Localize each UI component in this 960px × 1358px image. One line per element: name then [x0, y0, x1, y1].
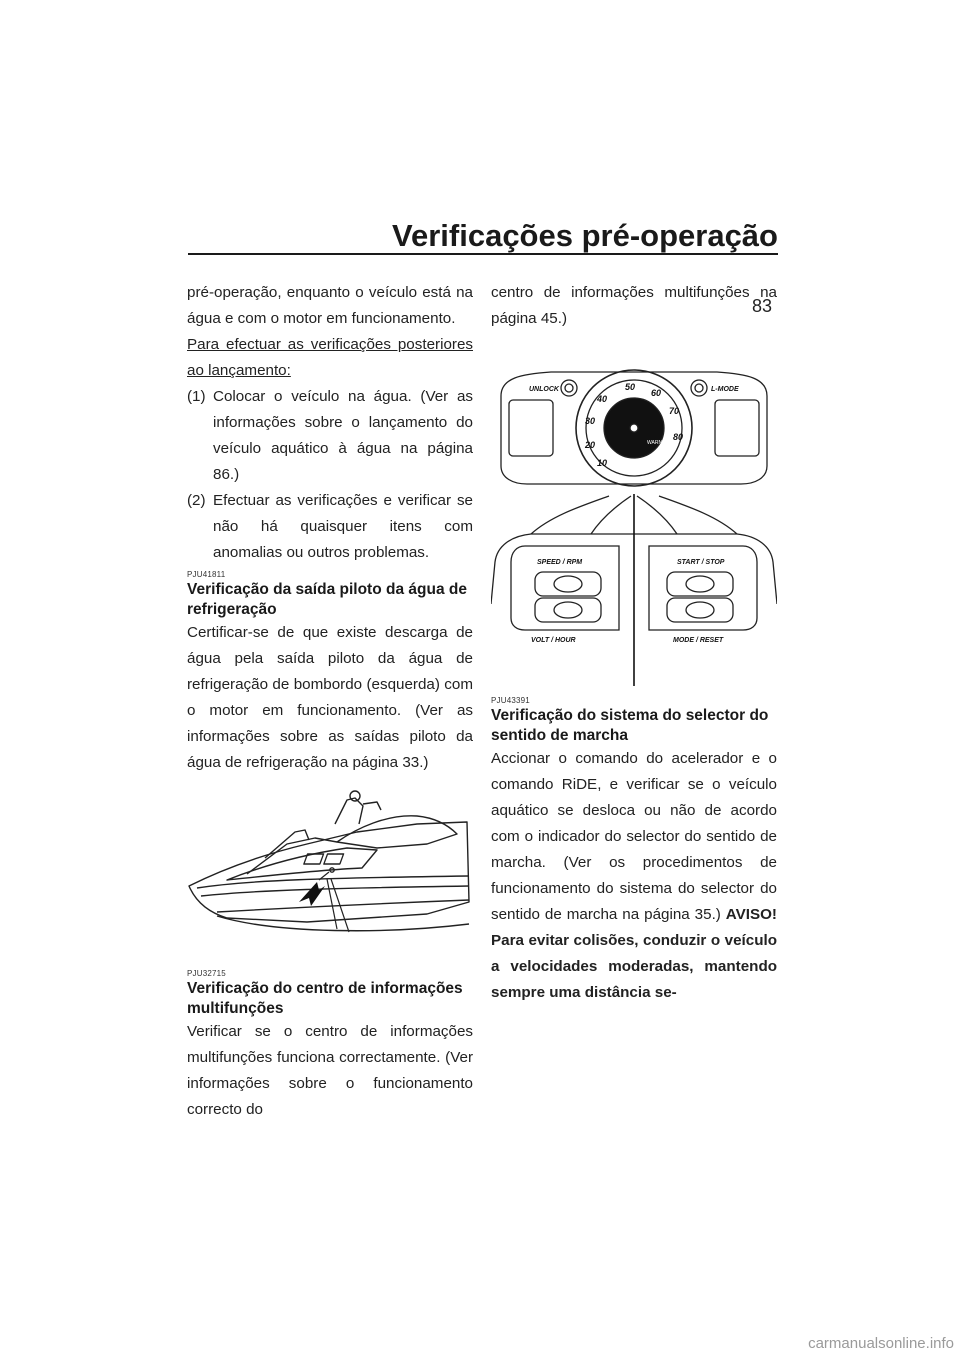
gauge-number: 50 — [625, 382, 636, 392]
step-text: Efectuar as verificações e verificar se não há quaisquer itens com anomalias ou outros problemas. — [213, 492, 473, 561]
speed-rpm-label: SPEED / RPM — [537, 559, 583, 566]
control-panel-illustration — [491, 356, 777, 686]
intro-paragraph: pré-operação, enquanto o veículo está na água e com o motor em funcionamento. — [187, 284, 473, 327]
gauge-number: 80 — [673, 432, 684, 442]
gauge-number: 70 — [669, 406, 680, 416]
gauge-number: 60 — [651, 388, 662, 398]
gauge-number: 20 — [585, 440, 596, 450]
step-item — [187, 384, 473, 488]
step-item — [187, 488, 473, 566]
after-launch-label: Para efectuar as verificações posteriores ao lançamento: — [187, 336, 473, 379]
warning-label: WARNING — [647, 440, 671, 446]
watercraft-illustration — [187, 784, 473, 959]
gauge-number: 40 — [597, 394, 608, 404]
header-rule — [188, 253, 778, 255]
watermark: carmanualsonline.info — [808, 1335, 954, 1352]
section-body: Accionar o comando do acelerador e o comando RiDE, e verificar se o veículo aquático se desloca ou não de acordo com o indicador do selector do sentido de marcha. (Ver os procedimentos de funcionamento do sistema do selector do sentido de marcha na página 35.) — [491, 750, 777, 923]
step-text: Colocar o veículo na água. (Ver as informações sobre o lançamento do veículo aquático à água na página 86.) — [213, 388, 473, 483]
start-stop-label: START / STOP — [677, 559, 725, 566]
section-heading: Verificação do sistema do selector do sentido de marcha — [491, 707, 769, 744]
section-heading: Verificação do centro de informações multifunções — [187, 980, 463, 1017]
continued-paragraph: centro de informações multifunções na página 45.) — [491, 284, 777, 327]
section-code: PJU43391 — [491, 696, 530, 705]
section-body: Certificar-se de que existe descarga de água pela saída piloto da água de refrigeração de bombordo (esquerda) com o motor em funcionamento. (Ver as informações sobre as saídas piloto da água de refrigeração na página 33.) — [187, 624, 473, 771]
gauge-number: 30 — [585, 416, 596, 426]
watercraft-figure — [187, 784, 473, 959]
right-column — [491, 280, 777, 1006]
arrow-icon — [299, 882, 325, 906]
section-code: PJU41811 — [187, 570, 226, 579]
section-body: Verificar se o centro de informações multifunções funciona correctamente. (Ver informações sobre o funcionamento correcto do — [187, 1023, 473, 1118]
page-number: 83 — [751, 296, 772, 316]
warning-text: AVISO! Para evitar colisões, conduzir o veículo a velocidades moderadas, mantendo sempre uma distância se- — [491, 906, 777, 1001]
mode-reset-label: MODE / RESET — [673, 637, 724, 644]
page-title: Verificações pré-operação — [392, 218, 778, 253]
control-panel-figure — [491, 356, 777, 686]
volt-hour-label: VOLT / HOUR — [531, 637, 576, 644]
gauge-number: 10 — [597, 458, 608, 468]
left-column — [187, 280, 473, 1123]
step-number: (2) — [187, 492, 206, 509]
lmode-label: L-MODE — [711, 386, 739, 393]
page-header — [188, 0, 778, 256]
section-heading: Verificação da saída piloto da água de refrigeração — [187, 581, 467, 618]
step-number: (1) — [187, 388, 206, 405]
section-code: PJU32715 — [187, 969, 226, 978]
unlock-label: UNLOCK — [529, 386, 559, 393]
section-body-wrapper — [491, 746, 777, 1006]
